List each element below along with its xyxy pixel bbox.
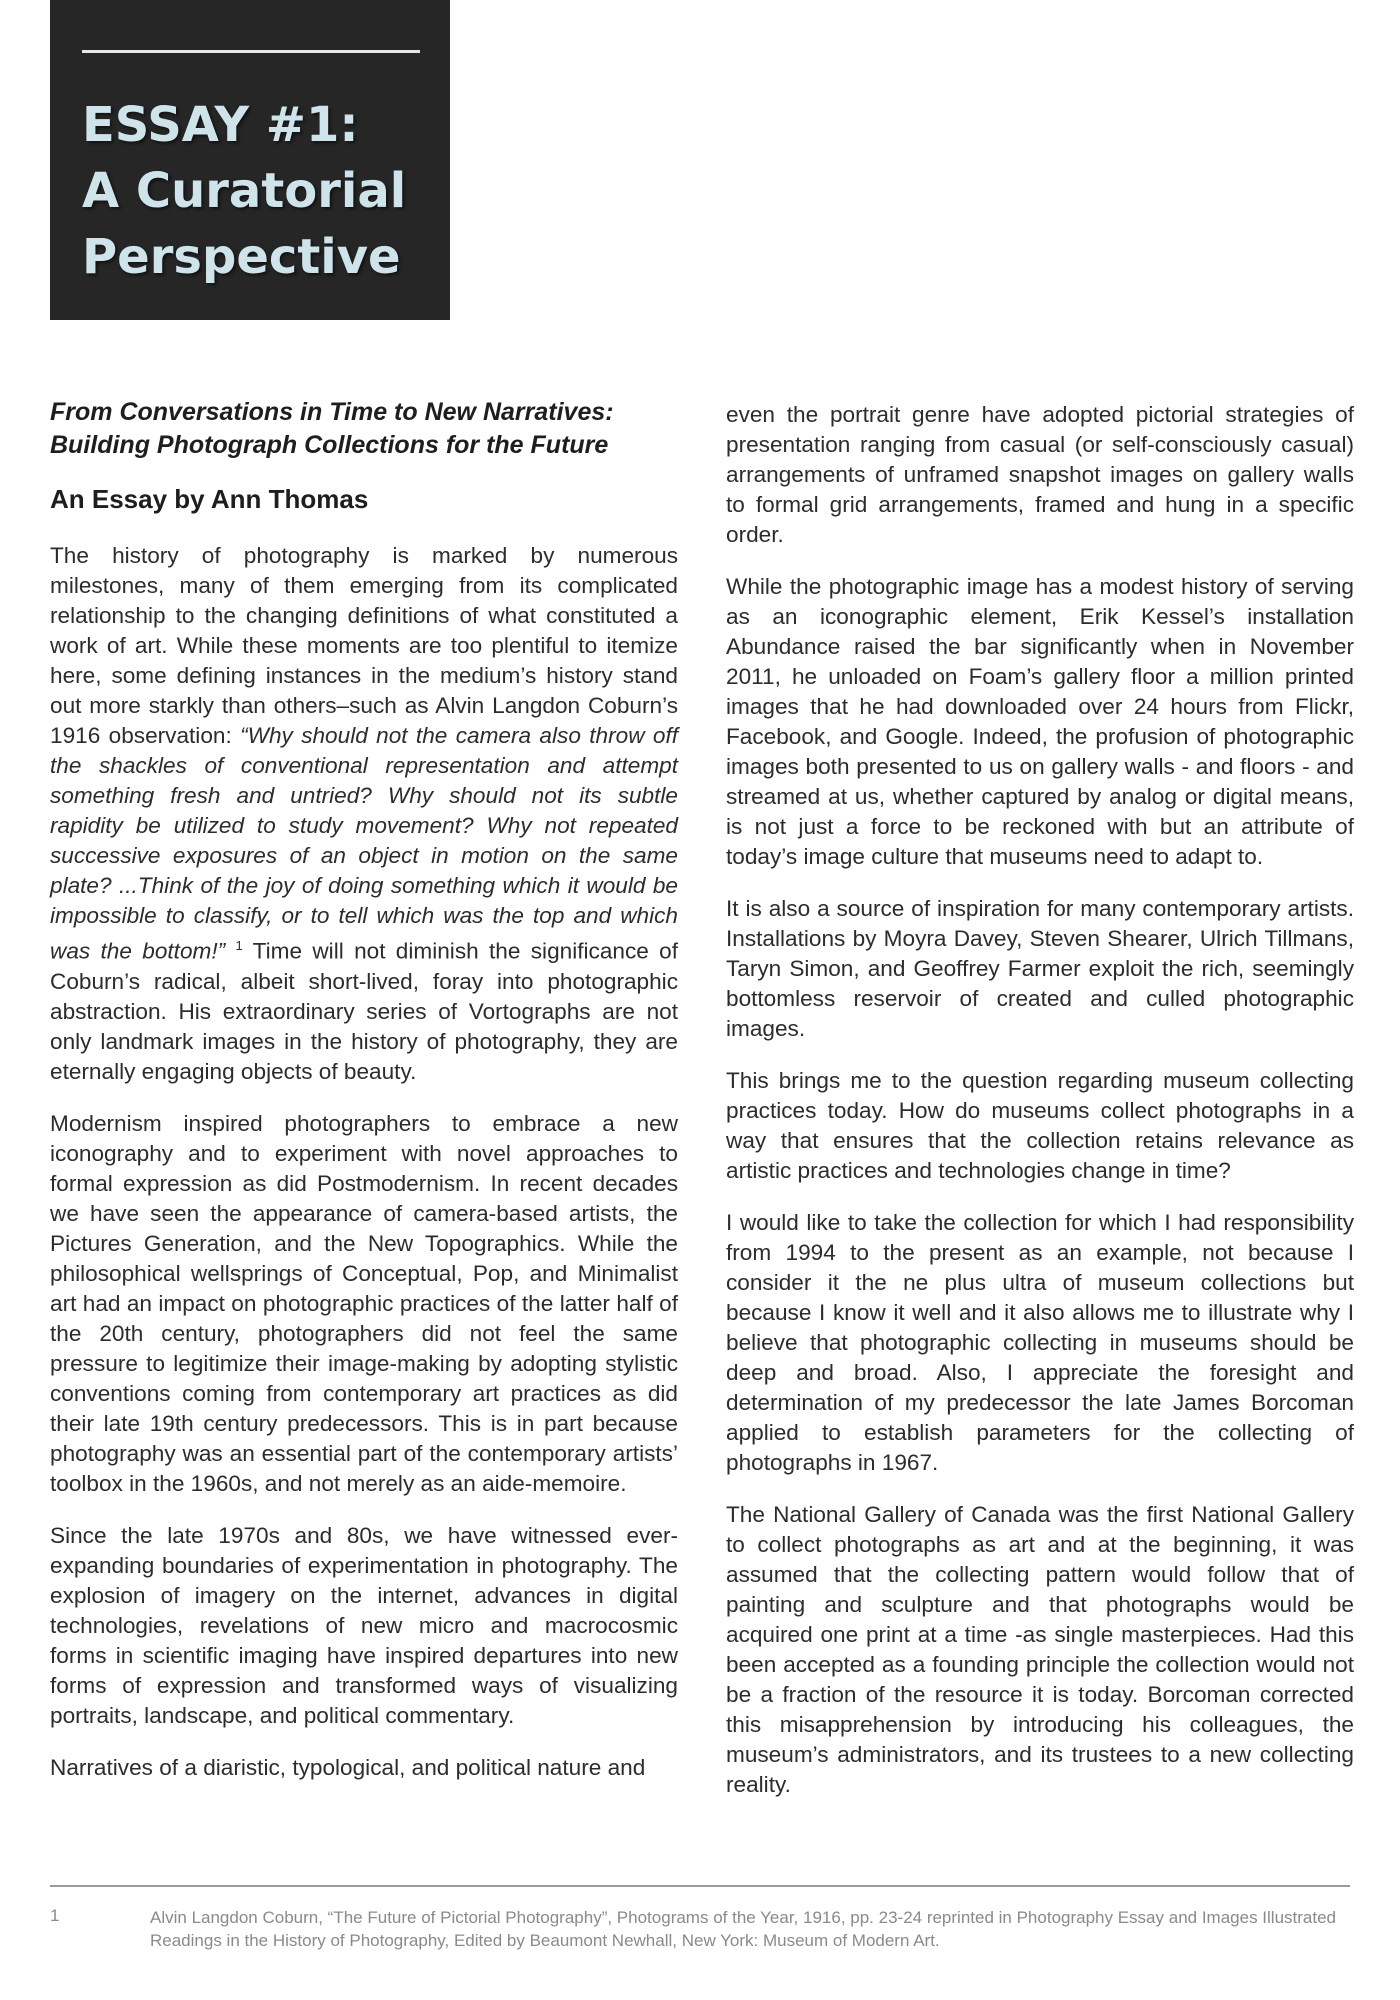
- paragraph-6: While the photographic image has a modest history of serving as an iconographic element, Erik Kessel’s installation Abundance raised the bar significantly when in November 2011, he unloaded on Foam’s gallery floor a million printed images that he had downloaded over 24 hours from Flickr, Facebook, and Google. Indeed, the profusion of photographic images both presented to us on gallery walls - and floors - and streamed at us, whether captured by analog or digital means, is not just a force to be reckoned with but an attribute of today’s image culture that museums need to adapt to.: [726, 574, 1354, 869]
- paragraph-1-intro: The history of photography is marked by numerous milestones, many of them emerging from its complicated relationship to the changing definitions of what constituted a work of art. While these moments are too plentiful to itemize here, some defining instances in the medium’s history stand out more starkly than others–such as Alvin Langdon Coburn’s 1916 observation:: [50, 543, 678, 748]
- paragraph-5: even the portrait genre have adopted pictorial strategies of presentation ranging from casual (or self-consciously casual) arrangements of unframed snapshot images on gallery walls to formal grid arrangements, framed and hung in a specific order.: [726, 402, 1354, 547]
- coburn-quote: “Why should not the camera also throw off the shackles of conventional representation and attempt something fresh and untried? Why should not its subtle rapidity be utilized to study movement? Why not repeated successive exposures of an object in motion on the same plate? ...Think of the joy of doing something which it would be impossible to classify, or to tell which was the top and which was the bottom!”: [50, 723, 679, 964]
- paragraph-8: This brings me to the question regarding museum collecting practices today. How do museums collect photographs in a way that ensures that the collection retains relevance as artistic practices and technologies change in time?: [726, 1068, 1354, 1183]
- footnote-ref: 1: [235, 938, 243, 953]
- subtitle-line-2: Building Photograph Collections for the Future: [50, 431, 609, 459]
- footnote-divider: [50, 1885, 1350, 1887]
- essay-title-line-2: A Curatorial: [82, 163, 407, 219]
- byline: An Essay by Ann Thomas: [50, 484, 369, 514]
- essay-title-line-1: ESSAY #1:: [82, 97, 359, 153]
- left-column: [50, 396, 678, 1805]
- paragraph-4: Narratives of a diaristic, typological, and political nature and: [50, 1754, 646, 1780]
- essay-title-line-3: Perspective: [82, 229, 401, 285]
- article-subtitle: [50, 396, 678, 462]
- paragraph-1: [50, 541, 678, 1087]
- paragraph-1-rest: Time will not diminish the significance of Coburn’s radical, albeit short-lived, foray into photographic abstraction. His extraordinary series of Vortographs are not only landmark images in the history of photography, they are eternally engaging objects of beauty.: [50, 938, 678, 1084]
- essay-title: [82, 92, 406, 290]
- paragraph-2: Modernism inspired photographers to embrace a new iconography and to experiment with novel approaches to formal expression as did Postmodernism. In recent decades we have seen the appearance of camera-based artists, the Pictures Generation, and the New Topographics. While the philosophical wellsprings of Conceptual, Pop, and Minimalist art had an impact on photographic practices of the latter half of the 20th century, photographers did not feel the same pressure to legitimize their image-making by adopting stylistic conventions coming from contemporary art practices as did their late 19th century predecessors. This is in part because photography was an essential part of the contemporary artists’ toolbox in the 1960s, and not merely as an aide-memoire.: [50, 1110, 678, 1496]
- paragraph-9: I would like to take the collection for which I had responsibility from 1994 to the present as an example, not because I consider it the ne plus ultra of museum collections but because I know it well and it also allows me to illustrate why I believe that photographic collecting in museums should be deep and broad. Also, I appreciate the foresight and determination of my predecessor the late James Borcoman applied to establish parameters for the collecting of photographs in 1967.: [726, 1210, 1354, 1475]
- essay-title-block: [50, 0, 450, 320]
- title-rule: [82, 50, 420, 53]
- paragraph-10: The National Gallery of Canada was the first National Gallery to collect photographs as art and at the beginning, it was assumed that the collecting pattern would follow that of painting and sculpture and that photographs would be acquired one print at a time -as single masterpieces. Had this been accepted as a founding principle the collection would not be a fraction of the resource it is today. Borcoman corrected this misapprehension by introducing his colleagues, the museum’s administrators, and its trustees to a new collecting reality.: [726, 1502, 1354, 1797]
- paragraph-7: It is also a source of inspiration for many contemporary artists. Installations by Moyra Davey, Steven Shearer, Ulrich Tillmans, Taryn Simon, and Geoffrey Farmer exploit the rich, seemingly bottomless reservoir of created and culled photographic images.: [726, 896, 1354, 1041]
- right-column: [726, 400, 1354, 1822]
- paragraph-3: Since the late 1970s and 80s, we have witnessed ever-expanding boundaries of experimentation in photography. The explosion of imagery on the internet, advances in digital technologies, revelations of new micro and macrocosmic forms in scientific imaging have inspired departures into new forms of expression and transformed ways of visualizing portraits, landscape, and political commentary.: [50, 1522, 678, 1728]
- footnote-number: 1: [50, 1906, 60, 1925]
- subtitle-line-1: From Conversations in Time to New Narratives:: [50, 398, 614, 426]
- footnote-text: Alvin Langdon Coburn, “The Future of Pictorial Photography”, Photograms of the Year, 1916, pp. 23-24 reprinted in Photography Essay and Images Illustrated Readings in the History of Photography, Edited by Beaumont Newhall, New York: Museum of Modern Art.: [150, 1908, 1336, 1950]
